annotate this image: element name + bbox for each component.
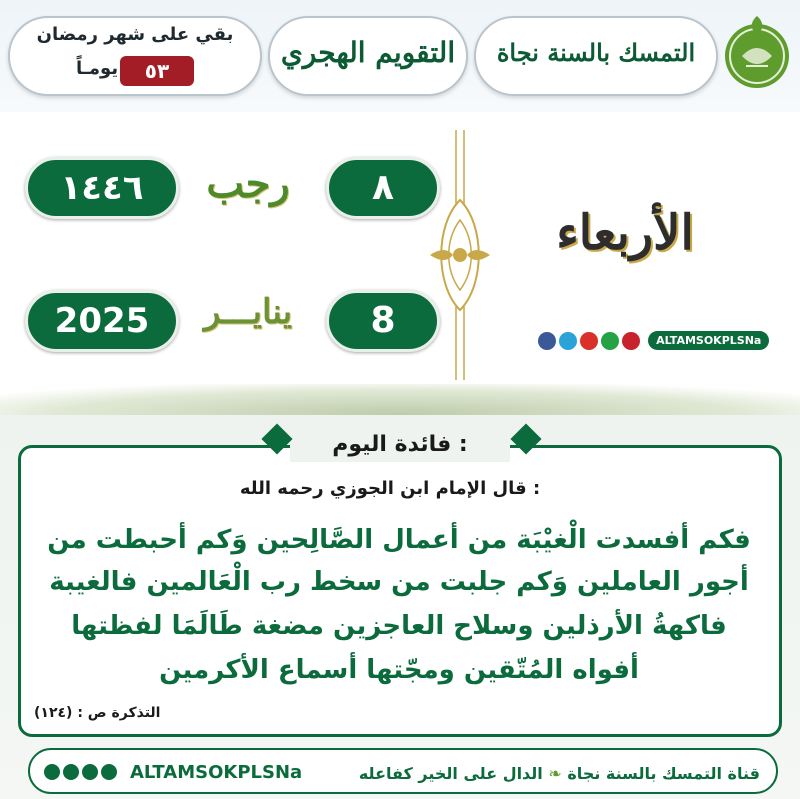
gregorian-month: ينايـــر	[203, 292, 293, 332]
calendar-title-pill	[268, 16, 468, 96]
youtube-icon[interactable]	[82, 764, 98, 780]
quote-line-3: فاكهةُ الأرذلين وسلاح العاجزين مضغة طَالَمَا لفظتها	[71, 611, 727, 641]
hijri-year: ١٤٤٦	[25, 157, 179, 219]
leaf-icon: ❧	[548, 764, 562, 783]
pinterest-icon[interactable]	[622, 332, 640, 350]
instagram-icon[interactable]	[101, 764, 117, 780]
weekday-name: الأربعاء	[556, 205, 694, 261]
countdown-number: ٥٣	[120, 56, 194, 86]
slogan-text: التمسك بالسنة نجاة	[496, 38, 696, 67]
footer-social-icons	[44, 761, 120, 780]
ramadan-countdown	[8, 16, 262, 96]
quote-line-2: أجور العاملين وَكم جلبت من سخط رب الْعَالمين فالغيبة	[49, 567, 749, 597]
quote-line-1: فكم أفسدت الْغيْبَة من أعمال الصَّالِحين وَكم أحبطت من	[47, 525, 751, 555]
channel-handle[interactable]: ALTAMSOKPLSNa	[648, 331, 769, 350]
facebook-icon[interactable]	[44, 764, 60, 780]
whatsapp-icon[interactable]	[601, 332, 619, 350]
channel-logo-icon	[720, 10, 794, 90]
footer-channel: قناة التمسك بالسنة نجاة	[567, 764, 760, 783]
calendar-title: التقويم الهجري	[280, 36, 456, 69]
telegram-icon[interactable]	[63, 764, 79, 780]
countdown-label: بقي على شهر رمضان	[36, 24, 234, 45]
quote-intro: قال الإمام ابن الجوزي رحمه الله :	[239, 478, 541, 499]
gold-ornament-icon	[420, 130, 500, 380]
social-links-row	[538, 330, 769, 352]
footer-handle[interactable]: ALTAMSOKPLSNa	[130, 762, 303, 783]
hijri-month: رجب	[206, 160, 290, 207]
benefit-title: فائدة اليوم :	[332, 432, 468, 457]
youtube-icon[interactable]	[580, 332, 598, 350]
quote-line-4: أفواه المُتّقين ومجّتها أسماع الأكرمين	[159, 655, 639, 685]
gregorian-year: 2025	[25, 290, 179, 352]
telegram-icon[interactable]	[559, 332, 577, 350]
footer-motto: الدال على الخير كفاعله	[358, 764, 543, 783]
slogan-pill	[474, 16, 718, 96]
countdown-value	[76, 56, 196, 86]
countdown-unit: يومـاً	[76, 58, 119, 79]
gregorian-day: 8	[326, 290, 440, 352]
facebook-icon[interactable]	[538, 332, 556, 350]
quote-source: التذكرة ص : (١٢٤)	[34, 705, 161, 721]
footer-slogan	[359, 764, 760, 783]
hijri-day: ٨	[326, 157, 440, 219]
